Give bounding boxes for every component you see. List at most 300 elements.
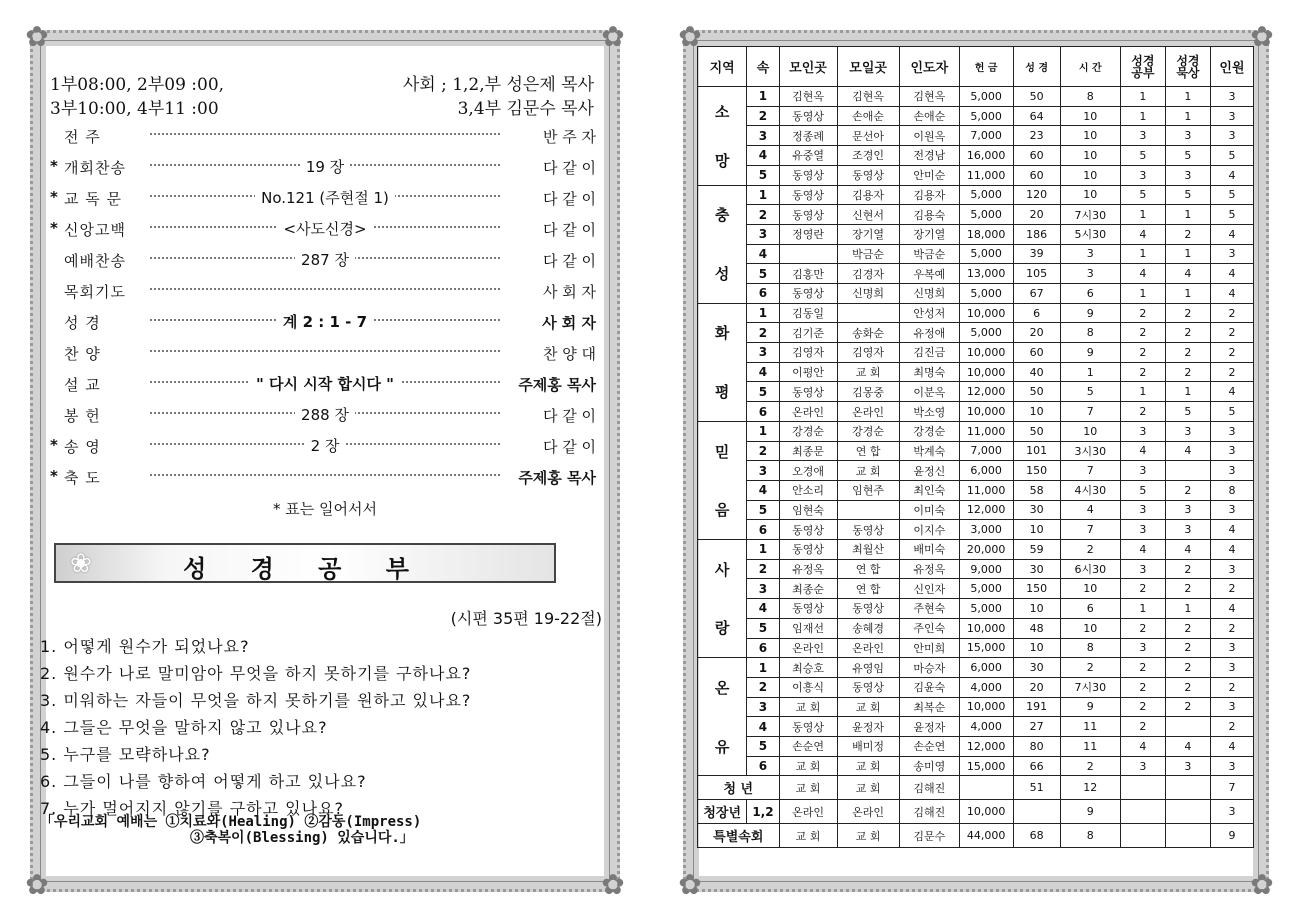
table-cell: 이흥식: [779, 677, 837, 697]
region-name-char: 소: [714, 102, 730, 121]
table-cell: 4: [1165, 737, 1210, 757]
motto-line-1: 「우리교회 예배는 ①치료와(Healing) ②감동(Impress): [40, 814, 422, 830]
region-name-char: 랑: [714, 619, 730, 638]
table-cell: 김현옥: [899, 87, 959, 107]
table-cell: 이분옥: [899, 382, 959, 402]
table-cell: 7: [1060, 520, 1120, 540]
table-cell: 3: [1165, 165, 1210, 185]
table-cell: 6: [1060, 283, 1120, 303]
standing-mark: *: [50, 219, 58, 237]
order-item: 축 도: [64, 469, 101, 487]
table-cell: 8: [1060, 87, 1120, 107]
table-cell: 2: [1210, 323, 1253, 343]
table-row: [698, 520, 1254, 540]
table-row: [698, 402, 1254, 422]
table-cell: 2: [747, 677, 779, 697]
table-cell: 1: [747, 421, 779, 441]
table-cell: 2: [747, 323, 779, 343]
table-cell: 2: [1165, 677, 1210, 697]
leader-dots: [150, 133, 500, 135]
table-cell: 10,000: [959, 402, 1013, 422]
table-cell: 윤정자: [837, 717, 899, 737]
order-detail-text: " 다시 시작 합시다 ": [250, 375, 400, 393]
table-cell: 2: [1210, 579, 1253, 599]
table-cell: 6,000: [959, 658, 1013, 678]
table-row: [698, 205, 1254, 225]
table-cell: 유영임: [837, 658, 899, 678]
order-row: [50, 461, 600, 492]
table-cell: 48: [1013, 618, 1060, 638]
table-cell: 44,000: [959, 824, 1013, 848]
table-cell: 3: [1210, 559, 1253, 579]
table-cell: 1: [1120, 106, 1165, 126]
table-cell: 10,000: [959, 343, 1013, 363]
table-cell: 2: [1120, 658, 1165, 678]
standing-mark: *: [50, 467, 58, 485]
table-cell: 1: [1120, 382, 1165, 402]
table-cell: 동영상: [779, 283, 837, 303]
table-cell: 6: [1013, 303, 1060, 323]
table-cell: 김영자: [779, 343, 837, 363]
table-cell: 3: [1120, 461, 1165, 481]
order-person: 다 같 이: [539, 250, 596, 271]
table-cell: 59: [1013, 540, 1060, 560]
table-cell: 3: [1210, 87, 1253, 107]
table-cell: 4: [1165, 264, 1210, 284]
table-cell: [1165, 824, 1210, 848]
table-cell: 5: [1210, 205, 1253, 225]
table-cell: 김윤숙: [899, 677, 959, 697]
worship-order: [50, 120, 600, 492]
table-cell: 주현숙: [899, 599, 959, 619]
table-cell: 2: [1060, 540, 1120, 560]
table-cell: 이원옥: [899, 126, 959, 146]
table-cell: 60: [1013, 343, 1060, 363]
table-cell: 문선아: [837, 126, 899, 146]
table-cell: 3: [1210, 421, 1253, 441]
table-cell: 10,000: [959, 800, 1013, 824]
table-cell: 동영상: [837, 165, 899, 185]
table-cell: 5: [1120, 185, 1165, 205]
table-cell: 5,000: [959, 185, 1013, 205]
order-person: 사 회 자: [539, 281, 596, 302]
table-cell: 11: [1060, 737, 1120, 757]
table-cell: 10: [1013, 599, 1060, 619]
table-row: [698, 126, 1254, 146]
table-cell: 10: [1013, 638, 1060, 658]
table-cell: 1: [1120, 599, 1165, 619]
table-cell: 6: [747, 283, 779, 303]
table-cell: 신명희: [837, 283, 899, 303]
table-cell: 2: [1210, 303, 1253, 323]
table-cell: 배미정: [837, 737, 899, 757]
column-header: 속: [747, 47, 779, 87]
table-cell: 64: [1013, 106, 1060, 126]
table-cell: 10: [1013, 520, 1060, 540]
table-cell: 4,000: [959, 717, 1013, 737]
table-cell: 4: [747, 146, 779, 166]
table-cell: 5: [1120, 146, 1165, 166]
table-cell: 2: [1120, 717, 1165, 737]
table-cell: 2: [1165, 303, 1210, 323]
region-name-char: 충: [714, 206, 730, 225]
table-cell: 11: [1060, 717, 1120, 737]
table-cell: 9: [1060, 697, 1120, 717]
cell-group-report-table: [697, 46, 1254, 848]
order-detail-text: 계 2 : 1 - 7: [277, 313, 373, 331]
flower-ornament-icon: ✿: [1250, 868, 1274, 901]
table-cell: 1: [1060, 362, 1120, 382]
table-cell: 11,000: [959, 480, 1013, 500]
table-cell: 강경순: [837, 421, 899, 441]
table-cell: 우복예: [899, 264, 959, 284]
table-cell: 4: [1210, 599, 1253, 619]
region-name-char: 망: [714, 151, 730, 170]
table-cell: 유정옥: [779, 559, 837, 579]
table-cell: [837, 500, 899, 520]
table-cell: 김영자: [837, 343, 899, 363]
table-cell: 4: [1120, 441, 1165, 461]
table-cell: 8: [1060, 824, 1120, 848]
table-cell: 6시30: [1060, 559, 1120, 579]
table-cell: 최종순: [779, 579, 837, 599]
service-time-line-1: 1부08:00, 2부09 :00,: [50, 75, 225, 95]
table-cell: 손순연: [899, 737, 959, 757]
order-item: 봉 헌: [64, 407, 101, 425]
table-cell: 오경애: [779, 461, 837, 481]
table-cell: 3: [1210, 697, 1253, 717]
order-item: 찬 양: [64, 345, 101, 363]
table-cell: 4: [1210, 520, 1253, 540]
standing-note: * 표는 일어서서: [273, 500, 377, 518]
table-row: [698, 343, 1254, 363]
table-cell: 1: [1120, 205, 1165, 225]
table-cell: 교 회: [837, 461, 899, 481]
table-cell: 정영란: [779, 224, 837, 244]
table-cell: 186: [1013, 224, 1060, 244]
table-cell: 장기열: [837, 224, 899, 244]
table-cell: 김몽중: [837, 382, 899, 402]
table-cell: 강경순: [779, 421, 837, 441]
leader-dots: [150, 474, 500, 476]
table-cell: 3: [1210, 244, 1253, 264]
table-cell: 1: [1120, 87, 1165, 107]
table-cell: 2: [1165, 559, 1210, 579]
table-cell: 연 합: [837, 441, 899, 461]
standing-mark: *: [50, 436, 58, 454]
table-cell: 4: [1210, 737, 1253, 757]
table-cell: 동영상: [779, 165, 837, 185]
table-cell: 6: [747, 638, 779, 658]
host-line-2: 3,4부 김문수 목사: [457, 99, 594, 119]
table-cell: 3시30: [1060, 441, 1120, 461]
region-name-char: 음: [714, 501, 730, 520]
table-cell: 5,000: [959, 205, 1013, 225]
table-cell: 동영상: [837, 520, 899, 540]
region-cell: [698, 185, 747, 303]
table-cell: 7: [1060, 402, 1120, 422]
order-item: 송 영: [64, 438, 101, 456]
table-cell: 5시30: [1060, 224, 1120, 244]
table-cell: 김문수: [899, 824, 959, 848]
table-cell: 김해진: [899, 776, 959, 800]
table-cell: 김경자: [837, 264, 899, 284]
table-cell: 최인숙: [899, 480, 959, 500]
order-item: 전 주: [64, 128, 101, 146]
special-group-row: [698, 776, 1254, 800]
table-row: [698, 658, 1254, 678]
table-cell: 1: [747, 540, 779, 560]
table-cell: 안미희: [899, 638, 959, 658]
leader-dots: [150, 288, 500, 290]
table-cell: 김용숙: [899, 205, 959, 225]
order-row: [50, 120, 600, 151]
table-row: [698, 362, 1254, 382]
table-cell: 3: [1210, 500, 1253, 520]
question-item: 6. 그들이 나를 향하여 어떻게 하고 있나요?: [40, 772, 367, 791]
region-cell: [698, 421, 747, 539]
table-cell: 4: [1210, 264, 1253, 284]
table-cell: 교 회: [779, 697, 837, 717]
table-cell: 12: [1060, 776, 1120, 800]
table-cell: 2: [747, 205, 779, 225]
table-cell: 3,000: [959, 520, 1013, 540]
table-row: [698, 382, 1254, 402]
table-cell: 연 합: [837, 579, 899, 599]
order-person: 다 같 이: [539, 188, 596, 209]
table-cell: 3: [1120, 638, 1165, 658]
table-cell: 5: [1210, 402, 1253, 422]
order-item: 설 교: [64, 376, 101, 394]
column-header: 시 간: [1060, 47, 1120, 87]
table-cell: 3: [1060, 244, 1120, 264]
flower-ornament-icon: ✿: [25, 20, 49, 53]
order-detail: [50, 218, 600, 239]
table-cell: 이미숙: [899, 500, 959, 520]
table-cell: 배미숙: [899, 540, 959, 560]
table-cell: 최종문: [779, 441, 837, 461]
table-cell: 6: [1060, 599, 1120, 619]
table-cell: 30: [1013, 658, 1060, 678]
table-cell: 2: [1120, 402, 1165, 422]
scripture-reference: (시편 35편 19-22절): [450, 609, 602, 628]
table-cell: 정종례: [779, 126, 837, 146]
flower-ornament-icon: ✿: [601, 20, 625, 53]
order-detail: [50, 187, 600, 208]
table-cell: 4: [1165, 441, 1210, 461]
table-cell: 1: [1120, 244, 1165, 264]
order-row: [50, 213, 600, 244]
table-cell: 6: [747, 520, 779, 540]
order-person: 주제홍 목사: [514, 374, 596, 395]
table-cell: 3: [1120, 421, 1165, 441]
column-header: 모일곳: [837, 47, 899, 87]
table-cell: 120: [1013, 185, 1060, 205]
table-cell: 5: [747, 500, 779, 520]
table-cell: 3: [1165, 520, 1210, 540]
region-name-char: 사: [714, 560, 730, 579]
table-cell: 1: [1165, 244, 1210, 264]
order-person: 주제홍 목사: [514, 467, 596, 488]
standing-mark: *: [50, 188, 58, 206]
daisy-icon: ❀: [70, 549, 92, 579]
column-header: 성경 묵상: [1165, 47, 1210, 87]
flower-ornament-icon: ✿: [1250, 20, 1274, 53]
order-detail-text: 19 장: [300, 158, 350, 176]
table-cell: 1,2: [747, 800, 779, 824]
order-item: 신앙고백: [64, 221, 126, 239]
column-header: 인원: [1210, 47, 1253, 87]
table-cell: 동영상: [837, 677, 899, 697]
table-cell: 5: [1210, 185, 1253, 205]
table-cell: 2: [747, 106, 779, 126]
order-item: 목회기도: [64, 283, 126, 301]
table-cell: 9: [1060, 343, 1120, 363]
region-cell: [698, 303, 747, 421]
table-cell: 7: [1060, 461, 1120, 481]
bulletin-right-page: [678, 20, 1274, 901]
table-row: [698, 697, 1254, 717]
table-cell: 7시30: [1060, 677, 1120, 697]
table-cell: 동영상: [779, 599, 837, 619]
order-detail-text: <사도신경>: [277, 220, 372, 238]
table-cell: 15,000: [959, 756, 1013, 776]
table-cell: 10,000: [959, 303, 1013, 323]
leader-dots: [150, 350, 500, 352]
table-cell: 4: [1060, 500, 1120, 520]
table-cell: 2: [1120, 618, 1165, 638]
table-cell: 안성저: [899, 303, 959, 323]
table-row: [698, 303, 1254, 323]
table-cell: 3: [1210, 658, 1253, 678]
table-cell: 2: [1210, 677, 1253, 697]
table-cell: 김용자: [837, 185, 899, 205]
table-cell: 박소영: [899, 402, 959, 422]
table-cell: [1013, 800, 1060, 824]
table-cell: 50: [1013, 421, 1060, 441]
table-cell: 2: [1120, 579, 1165, 599]
table-cell: 유정애: [899, 323, 959, 343]
table-cell: 10: [1060, 106, 1120, 126]
table-cell: 8: [1060, 323, 1120, 343]
table-cell: 송화순: [837, 323, 899, 343]
table-cell: 최복순: [899, 697, 959, 717]
table-cell: 3: [747, 224, 779, 244]
table-cell: 송미영: [899, 756, 959, 776]
table-cell: 60: [1013, 165, 1060, 185]
order-row: [50, 151, 600, 182]
church-motto: [40, 814, 421, 846]
table-cell: 5,000: [959, 87, 1013, 107]
table-cell: 2: [1060, 756, 1120, 776]
table-cell: 3: [1165, 421, 1210, 441]
table-cell: 4: [1120, 737, 1165, 757]
table-row: [698, 638, 1254, 658]
table-cell: 4: [1120, 224, 1165, 244]
question-item: 5. 누구를 모략하나요?: [40, 745, 211, 764]
table-cell: 2: [1060, 658, 1120, 678]
table-cell: 7: [1210, 776, 1253, 800]
table-cell: 2: [1120, 677, 1165, 697]
order-row: [50, 368, 600, 399]
table-cell: 5: [747, 264, 779, 284]
table-row: [698, 185, 1254, 205]
table-cell: 4: [747, 244, 779, 264]
table-cell: 주인숙: [899, 618, 959, 638]
table-row: [698, 559, 1254, 579]
order-person: 반 주 자: [539, 126, 596, 147]
question-item: 4. 그들은 무엇을 말하지 않고 있나요?: [40, 718, 328, 737]
table-cell: 안소리: [779, 480, 837, 500]
table-cell: 교 회: [779, 756, 837, 776]
table-cell: 20: [1013, 323, 1060, 343]
order-detail: [50, 249, 600, 270]
table-cell: 3: [1120, 165, 1165, 185]
table-cell: 3: [1120, 500, 1165, 520]
table-cell: 강경순: [899, 421, 959, 441]
table-row: [698, 599, 1254, 619]
table-cell: 20: [1013, 205, 1060, 225]
table-cell: 2: [1165, 618, 1210, 638]
table-row: [698, 756, 1254, 776]
table-cell: 3: [1210, 441, 1253, 461]
table-cell: 6: [747, 402, 779, 422]
table-cell: 김현옥: [779, 87, 837, 107]
table-cell: 3: [1060, 264, 1120, 284]
table-cell: 교 회: [779, 824, 837, 848]
table-cell: 6,000: [959, 461, 1013, 481]
order-detail-text: 287 장: [295, 251, 355, 269]
table-cell: 4: [1210, 165, 1253, 185]
region-name-char: 온: [714, 679, 730, 698]
table-cell: 2: [1165, 480, 1210, 500]
table-cell: 51: [1013, 776, 1060, 800]
table-cell: [1165, 800, 1210, 824]
region-name-char: 성: [714, 264, 730, 283]
table-cell: 5,000: [959, 599, 1013, 619]
table-cell: 동영상: [779, 382, 837, 402]
table-cell: 9: [1060, 303, 1120, 323]
table-cell: 6: [747, 756, 779, 776]
table-cell: 40: [1013, 362, 1060, 382]
table-cell: 4: [1120, 540, 1165, 560]
table-cell: 30: [1013, 559, 1060, 579]
special-group-row: [698, 824, 1254, 848]
table-cell: 김용자: [899, 185, 959, 205]
table-cell: 27: [1013, 717, 1060, 737]
table-row: [698, 579, 1254, 599]
table-cell: 4: [1120, 264, 1165, 284]
table-cell: 4: [1165, 540, 1210, 560]
table-cell: 2: [1210, 717, 1253, 737]
table-cell: 3: [1210, 126, 1253, 146]
table-row: [698, 244, 1254, 264]
order-detail-text: 288 장: [295, 406, 355, 424]
table-row: [698, 106, 1254, 126]
table-header-row: [698, 47, 1254, 87]
table-cell: 68: [1013, 824, 1060, 848]
table-cell: 3: [1165, 756, 1210, 776]
table-row: [698, 500, 1254, 520]
table-cell: 손순연: [779, 737, 837, 757]
table-cell: 2: [1165, 579, 1210, 599]
table-cell: 동영상: [779, 185, 837, 205]
table-cell: 2: [747, 441, 779, 461]
table-cell: [1165, 776, 1210, 800]
order-detail-text: 2 장: [305, 437, 346, 455]
table-cell: 7,000: [959, 441, 1013, 461]
table-cell: 4: [747, 717, 779, 737]
